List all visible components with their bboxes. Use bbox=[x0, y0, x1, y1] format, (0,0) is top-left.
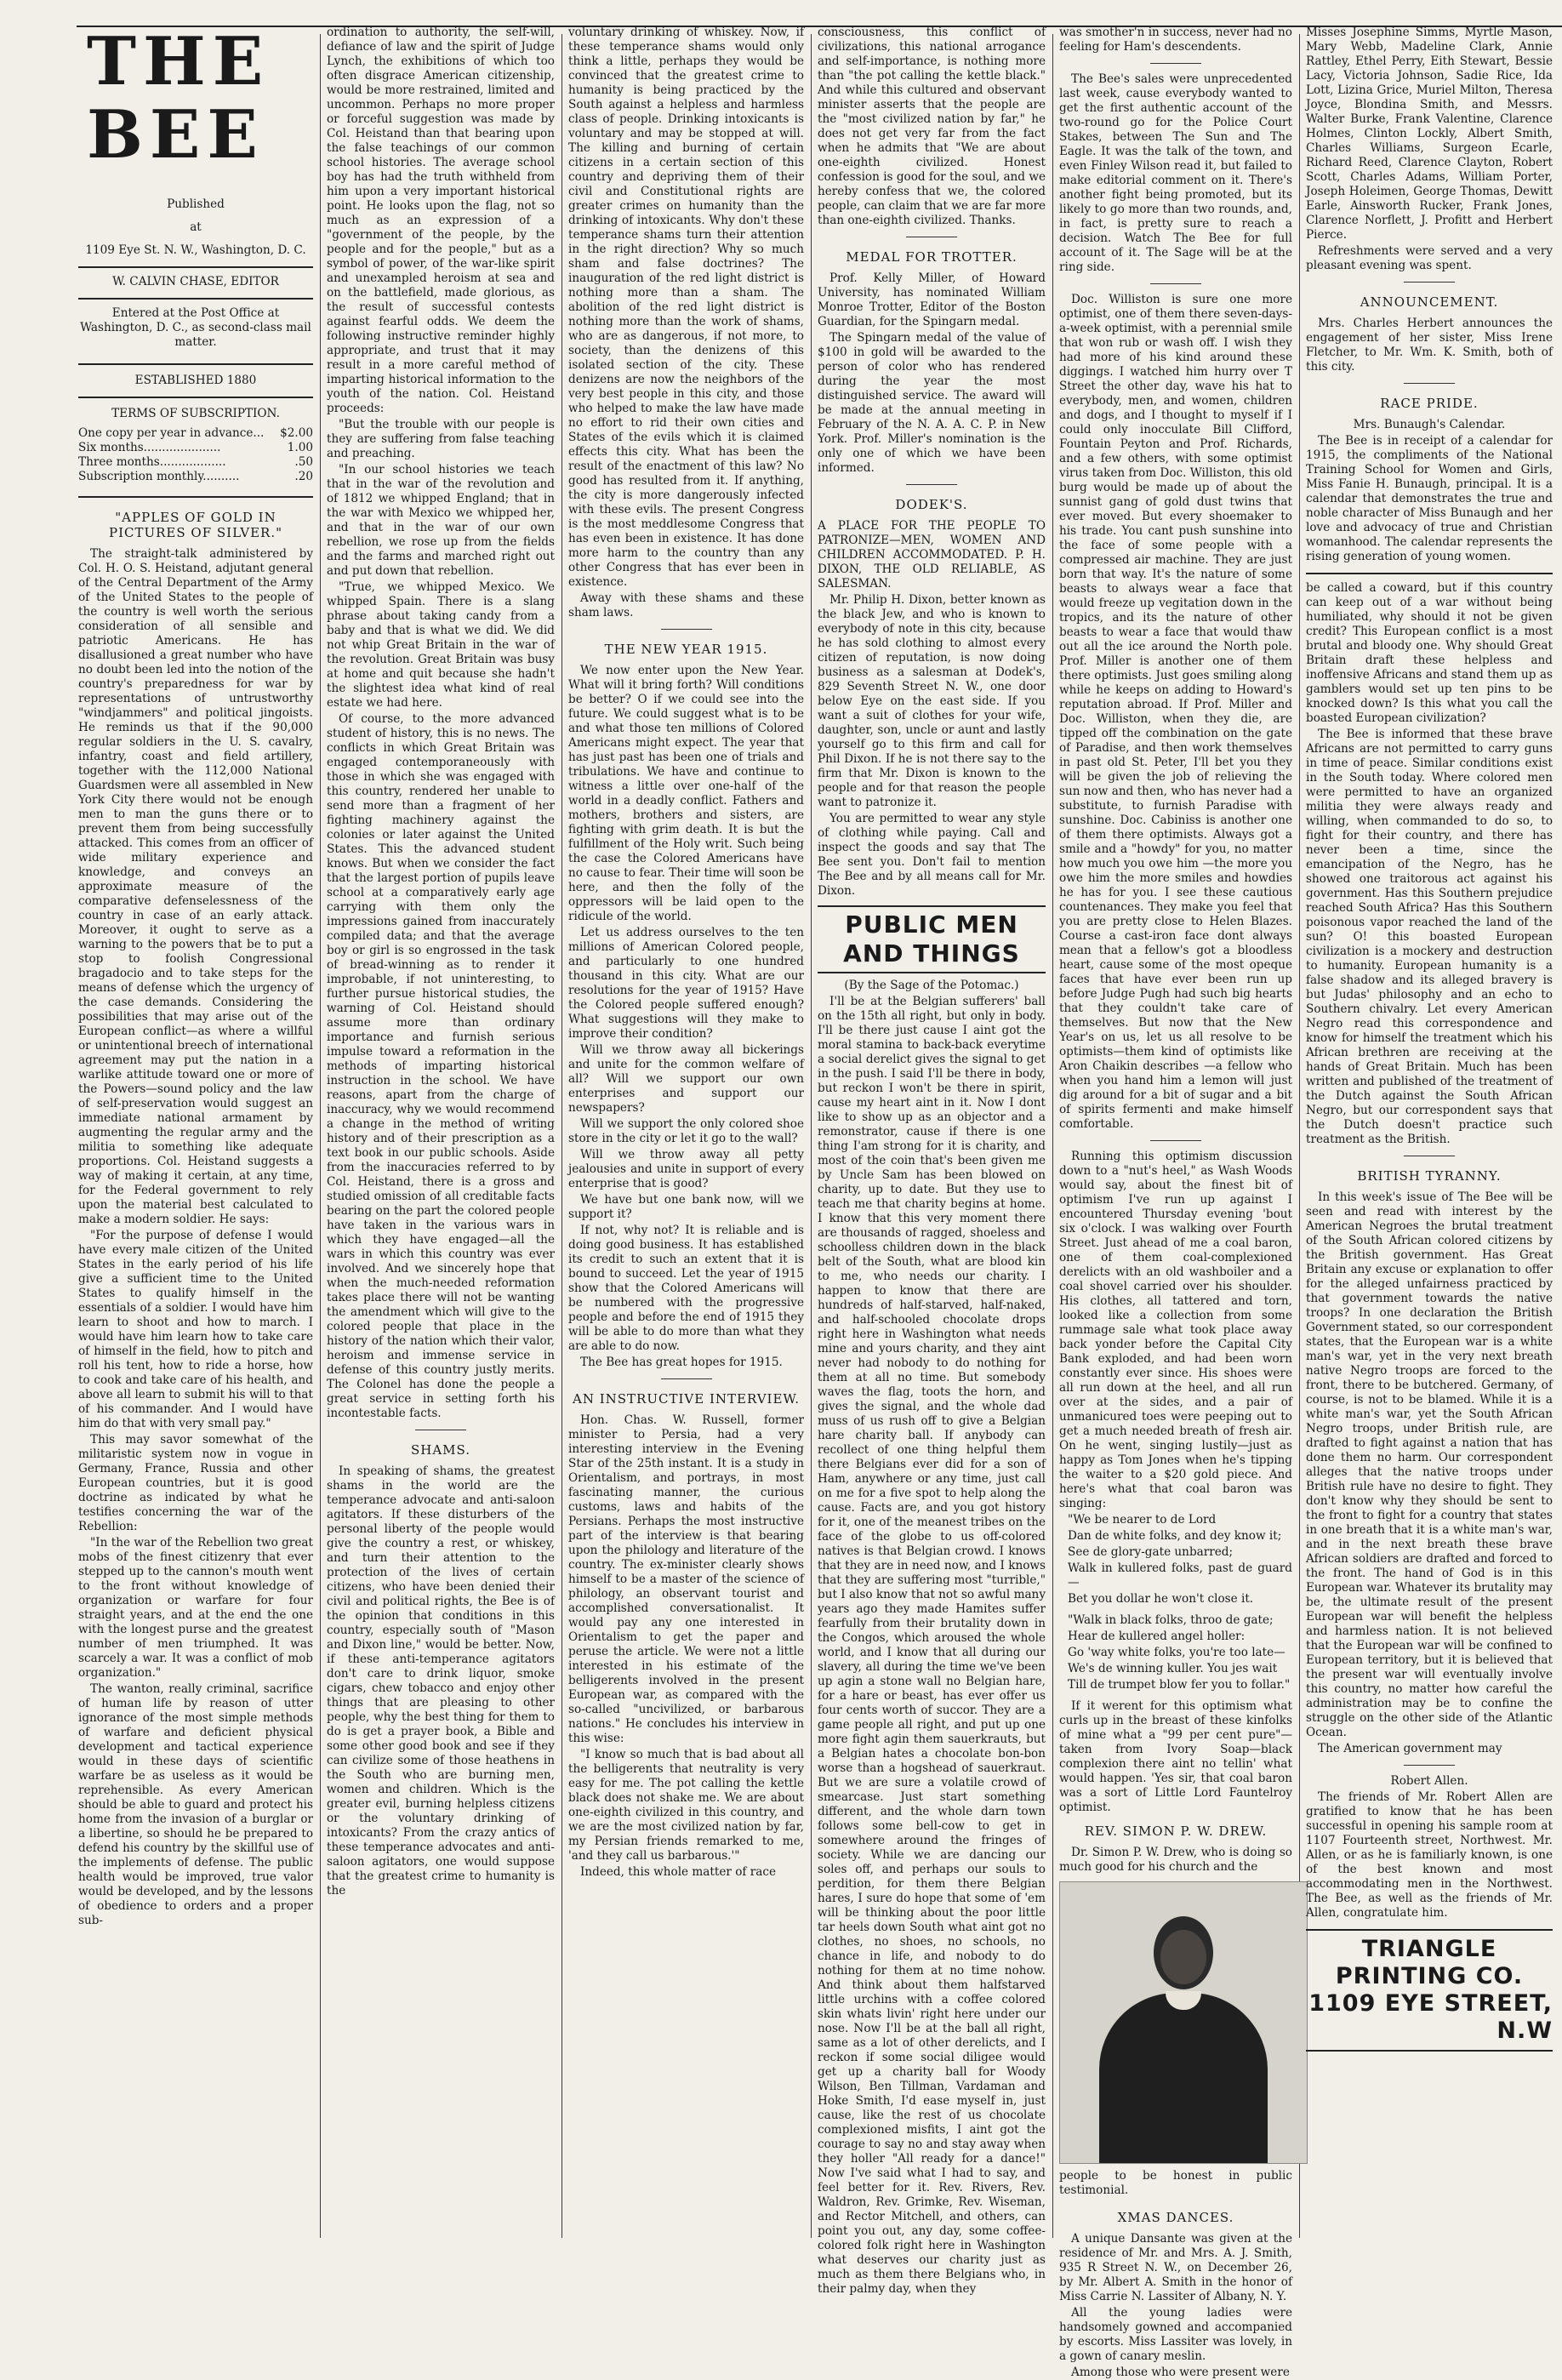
article-heading: SHAMS. bbox=[410, 1442, 471, 1458]
article-paragraph: be called a coward, but if this country can keep out of a war without being humiliated, why should it not be given credit? This European conflict is a most brutal and bloody one. Why should Great Britain draft these helpless and inoffensive Africans and stand them up as gamblers would set up ten pins to be knocked down? Is this what you call the boasted European civilization? bbox=[1306, 581, 1553, 725]
article-paragraph: We have but one bank now, will we support it? bbox=[568, 1193, 804, 1221]
at-label: at bbox=[190, 220, 202, 234]
terms-row bbox=[78, 426, 313, 441]
divider bbox=[1404, 282, 1455, 283]
entered-notice: Entered at the Post Office at Washington, D. C., as second-class mail matter. bbox=[80, 306, 311, 349]
established: ESTABLISHED 1880 bbox=[134, 374, 257, 387]
verse-line: Bet you dollar he won't close it. bbox=[1068, 1592, 1254, 1606]
article-heading: MEDAL FOR TROTTER. bbox=[846, 249, 1018, 265]
address: 1109 Eye St. N. W., Washington, D. C. bbox=[85, 243, 306, 257]
terms-row bbox=[78, 441, 313, 455]
public-men-heading: PUBLIC MEN AND THINGS bbox=[818, 905, 1046, 973]
column-rule bbox=[811, 34, 812, 2238]
masthead-title: THE BEE bbox=[87, 23, 271, 174]
article-heading: AN INSTRUCTIVE INTERVIEW. bbox=[573, 1391, 800, 1407]
article-paragraph: Among those who were present were bbox=[1071, 2366, 1290, 2379]
article-paragraph: Away with these shams and these sham laws. bbox=[568, 591, 804, 619]
printing-ad bbox=[1306, 1929, 1553, 2052]
article-paragraph: Dr. Simon P. W. Drew, who is doing so much good for his church and the bbox=[1059, 1846, 1292, 1874]
article-paragraph: Refreshments were served and a very pleasant evening was spent. bbox=[1306, 244, 1553, 272]
divider bbox=[661, 629, 712, 630]
article-paragraph: ordination to authority, the self-will, defiance of law and the spirit of Judge Lynch, the exhibitions of which too often disgrace American citizenship, would be more restrained, limited and uncommon. Perhaps no more proper or forceful suggestion was made by Col. Heistand than that bearing upon the false teachings of our common school histories. The average school boy has had the truth withheld from him upon a very important historical point. He looks upon the flag, not so much as an expression of a "government of the people, by the people and for the people," but as a symbol of power, of the war-like spirit and unexampled heroism at sea and on the battlefield, made glorious, as the result of successful contests against fearful odds. We deem the following instructive reminder highly appropriate, and trust that it may result in a more careful method of imparting historical information to the youth of the nation. Col. Heistand proceeds: bbox=[327, 26, 555, 415]
editor-line: W. CALVIN CHASE, EDITOR bbox=[112, 275, 279, 288]
article-heading: DODEK'S. bbox=[895, 497, 968, 512]
verse-line: Go 'way white folks, you're too late— bbox=[1068, 1646, 1286, 1659]
byline: (By the Sage of the Potomac.) bbox=[844, 979, 1019, 992]
terms-label: Six months..................... bbox=[78, 441, 221, 454]
published-label: Published bbox=[167, 197, 225, 211]
terms-price: $2.00 bbox=[280, 426, 313, 440]
article-heading: Robert Allen. bbox=[1390, 1774, 1468, 1788]
article-paragraph: "True, we whipped Mexico. We whipped Spain. There is a slang phrase about taking candy from a baby and that is what we did. We did not whip Great Britain in the war of the revolution. Great Britain was busy at home and quit because she hadn't the slightest idea what kind of real estate we had here. bbox=[327, 580, 555, 710]
article-paragraph: "For the purpose of defense I would have every male citizen of the United States in the early period of his life give a sufficient time to the United States to qualify himself in the essentials of a soldier. I would have him learn to shoot and how to march. I would have him learn how to take care of himself in the field, how to pitch and roll his tent, how to ride a horse, how to cook and take care of his health, and above all learn to submit his will to that of his commander. And I would have him do that with very small pay." bbox=[78, 1229, 313, 1430]
divider bbox=[1404, 1765, 1455, 1766]
article-paragraph: The Bee is informed that these brave Africans are not permitted to carry guns in time of peace. Similar conditions exist in the South today. Where colored men were permitted to have an organized militia they were always ready and willing, when commanded to do so, to fight for their country, and there has never been a time, since the emancipation of the Negro, has he showed one traitorous act against his government. Has this Southern prejudice reached South Africa? Has this Southern poisonous vapor reached the land of the sun? O! this boasted European civilization is a mockery and destruction to humanity. European humanity is a false shadow and its alleged bravery is but Judas' philosophy and an echo to Southern chivalry. Let every American Negro read this correspondence and know for himself the treatment which his African brethren are receiving at the hands of Great Britain. Much has been written and published of the treatment of the Dutch against the South African Negro, but our correspondent says that the Dutch doesn't practice such treatment as the British. bbox=[1306, 728, 1553, 1146]
photo-caption: people to be honest in public testimonial. bbox=[1059, 2169, 1292, 2197]
verse-line: See de glory-gate unbarred; bbox=[1068, 1545, 1234, 1559]
article-heading: THE NEW YEAR 1915. bbox=[604, 642, 768, 657]
divider bbox=[1306, 573, 1553, 574]
article-paragraph: "But the trouble with our people is they are suffering from false teaching and preaching. bbox=[327, 418, 555, 460]
article-paragraph: Hon. Chas. W. Russell, former minister to Persia, had a very interesting interview in the Evening Star of the 25th instant. It is a study in Orientalism, and portrays, in most fascinating manner, the curious customs, laws and habits of the Persians. Perhaps the most instructive part of the interview is that bearing upon the philology and literature of the country. The ex-minister clearly shows himself to be a master of the science of philology, an observant tourist and accomplished conversationalist. It would pay any one interested in Orientalism to get the paper and peruse the article. We were not a little interested in his estimate of the belligerents involved in the present European war, as compared with the so-called "uncivilized, or barbarous nations." He concludes his interview in this wise: bbox=[568, 1413, 804, 1745]
terms-list bbox=[78, 426, 313, 484]
article-paragraph: Will we throw away all petty jealousies and unite in support of every enterprise that is good? bbox=[568, 1148, 804, 1190]
article-heading: BRITISH TYRANNY. bbox=[1357, 1168, 1502, 1184]
terms-price: 1.00 bbox=[287, 441, 313, 454]
divider bbox=[78, 266, 313, 268]
article-paragraph: Will we throw away all bickerings and unite for the common welfare of all? Will we support our own enterprises and support our newspapers? bbox=[568, 1043, 804, 1115]
article-paragraph: The straight-talk administered by Col. H. O. S. Heistand, adjutant general of the Central Department of the Army of the United States to the people of the country is well worth the serious consideration of all sensible and patriotic Americans. He has disallusioned a great number who have no doubt been led into the notion of the country's preparedness for war by representations of untrustworthy "windjammers" and political jingoists. He reminds us that if the 90,000 regular soldiers in the U. S. cavalry, infantry, coast and field artillery, together with the 112,000 National Guardsmen were all assembled in New York City there would not be enough men to man the guns there or to prevent them from being successfully attacked. This comes from an officer of wide military experience and knowledge, and conveys an approximate measure of the comparative defenselessness of the country in case of an early attack. Moreover, it ought to serve as a warning to the powers that be to put a stop to foolish Congressional bragadocio and to take steps for the means of defense which the urgency of the case demands. Considering the possibilities that may arise out of the European conflict—as where a willful or unintentional breech of international agreement may put the nation in a warlike attitude toward one or more of the Powers—sound policy and the law of self-preservation would suggest an immediate national armament by augmenting the regular army and the militia to something like adequate proportions. Col. Heistand suggests a way of making it certain, at any time, for the Federal government to rely upon the material best calculated to make a modern soldier. He says: bbox=[78, 547, 313, 1226]
article-paragraph: If it werent for this optimism what curls up in the breast of these kinfolks of mine what a "99 per cent pure"—taken from Ivory Soap—black complexion there aint no tellin' what would happen. 'Yes sir, that coal baron was a sort of Little Lord Fauntelroy optimist. bbox=[1059, 1699, 1292, 1814]
article-paragraph: We now enter upon the New Year. What will it bring forth? Will conditions be better? O if we could see into the future. We could suggest what is to be and what those ten millions of Colored Americans might expect. The year that has just past has been one of trials and tribulations. We have and continue to witness a little over one-half of the world in a deadly conflict. Fathers and mothers, brothers and sisters, are fighting with grim death. It is but the fulfillment of the Holy writ. Such being the case the Colored Americans have no cause to fear. Their time will soon be here, and then the folly of the oppressors will be laid open to the ridicule of the world. bbox=[568, 664, 804, 923]
column-rule bbox=[1052, 34, 1053, 2238]
article-subheading: A PLACE FOR THE PEOPLE TO PATRONIZE—MEN, WOMEN AND CHILDREN ACCOMMODATED. P. H. DIXON, THE OLD RELIABLE, AS SALESMAN. bbox=[818, 519, 1046, 591]
terms-price: .50 bbox=[294, 455, 313, 469]
portrait-face bbox=[1160, 1930, 1206, 1984]
article-paragraph: Running this optimism discussion down to a "nut's heel," as Wash Woods would say, about the finest bit of optimism I've run up against I encountered Thursday evening 'bout six o'clock. I was walking over Fourth Street. Just ahead of me a coal baron, one of them coal-complexioned derelicts with an old washboiler and a coal shovel carried over his shoulder. His clothes, all tattered and torn, looked like a collection from some rummage sale what took place away back yonder before the Capital City Bank exploded, and had been worn constantly ever since. His shoes were all run down at the heel, and all run over at the sides, and a pair of unmanicured toes were peeping out to get a much needed breath of fresh air. On he went, singing lustily—just as happy as Tom Jones when he's tipping the waiter to a $20 gold piece. And here's what that coal baron was singing: bbox=[1059, 1150, 1292, 1510]
verse-line: Till de trumpet blow fer you to follar." bbox=[1068, 1678, 1291, 1692]
article-paragraph: voluntary drinking of whiskey. Now, if these temperance shams would only think a little, perhaps they would be convinced that the greatest crime to humanity is being practiced by the South against a helpless and harmless class of people. Drinking intoxicants is voluntary and may be stopped at will. The killing and burning of certain citizens in a certain section of this country and depriving them of their civil and Constitutional rights are greater crimes on humanity than the drinking of intoxicants. Why don't these temperance shams turn their attention in the right direction? Why so much sham and false doctrines? The inauguration of the red light district is nothing more than a sham. The abolition of the red light district is nothing more than the work of shams, who are as dangerous, if not more, to society, than the denizens of this isolated section of the city. These denizens are now the neighbors of the very best people in this city, and those who helped to make the law have made no effort to rid their own cities and States of the evils which it is claimed effects this city. What has been the result of the enactment of this law? No good has resulted from it. If anything, the city is more dangerously infected with these evils. The present Congress is the most meddlesome Congress that has even been in existence. It has done more harm to the country than any other Congress that has ever been in existence. bbox=[568, 26, 804, 589]
article-paragraph: In this week's issue of The Bee will be seen and read with interest by the American Negroes the brutal treatment of the South African colored citizens by the British government. Has Great Britain any excuse or explanation to offer for the alleged unfairness practiced by that government towards the native troops? In one declaration the British Government stated, so our correspondent states, that the European war is a white man's war, yet in the very next breath native Negro troops are forced to the front, there to be butchered. Germany, of course, is not to be blamed. While it is a white man's war, yet the South African Negro troops, under British rule, are drafted to fight against a nation that has done them no harm. Our correspondent alleges that the native troops under British rule have no desire to fight. They don't know why they should be sent to the front to fight for a country that states in one breath that it is a white man's war, and in the next breath these brave African soldiers are drafted and forced to the front. The hand of God is in this European war. Whatever its brutality may be, the ultimate result of the present European war will benefit the helpless and harmless nation. It is not believed that the European war will be confined to European territory, but it is believed that the present war will eventually involve this country, no matter how careful the administration may be to confine the struggle on the other side of the Atlantic Ocean. bbox=[1306, 1190, 1553, 1739]
terms-row bbox=[78, 455, 313, 470]
article-heading: ANNOUNCEMENT. bbox=[1360, 294, 1499, 310]
column-rule bbox=[320, 34, 321, 2238]
article-paragraph: If not, why not? It is reliable and is doing good business. It has established its credit to such an extent that it is bound to succeed. Let the year of 1915 show that the Colored Americans will be numbered with the progressive people and before the end of 1915 they will be able to do more than what they are able to do now. bbox=[568, 1224, 804, 1353]
article-paragraph: "In our school histories we teach that in the war of the revolution and of 1812 we whipped England; that in the war with Mexico we whipped her, and that in the war of our own rebellion, we rose up from the fields and the farms and marched right out and put down that rebellion. bbox=[327, 463, 555, 578]
article-paragraph: Doc. Williston is sure one more optimist, one of them there seven-days-a-week optimist, with a perennial smile that won rub or wash off. I wish they had more of his kind around these diggings. I watched him hurry over T Street the other day, wave his hat to everybody, men, and women, children and dogs, and I thought to myself if I could only inocculate Bill Clifford, Fountain Peyton and Prof. Richards, and a few others, with some optimist virus taken from Doc. Williston, this old burg would be made up of about the sunnist gang of gold dust twins that ever moved. But every shoemaker to his trade. You cant push sunshine into the face of some people with a compressed air machine. They are just born that way. It's the nature of some beasts to always wear a face that would freeze up vegitation down in the tropics, and its the nature of other beasts to wear a face that would thaw out all the ice around the North pole. Prof. Miller is another one of them there optimists. Just goes smiling along while he keeps on adding to Howard's reputation abroad. If Prof. Miller and Doc. Williston, when they die, are tipped off the combination on the gate of Paradise, and then work themselves in past old St. Peter, I'll bet you they will be given the job of relieving the sun now and then, who has never had a substitute, to furnish Paradise with sunshine. Doc. Cabiniss is another one of them there optimists. Always got a smile and a "howdy" for you, no matter how much you owe him —the more you owe him the more smiles and howdies he has for you. I see these cautious countenances. They make you feel that you are pretty close to Helen Blazes. Course a cast-iron face dont always mean that a fellow's got a bloodless heart, cause some of the most opeque faces that have ever been run up before Judge Pugh had such big hearts that they couldn't take care of themselves. But now that the New Year's on us, let us all resolve to be optimists—them kind of optimists like Aron Chaikin describes —a fellow who when you hand him a lemon will just dig around for a bit of sugar and a bit of spirits fermenti and make himself comfortable. bbox=[1059, 293, 1293, 1131]
ad-address: 1109 EYE STREET, N.W bbox=[1308, 1990, 1553, 2044]
terms-label: Three months.................. bbox=[78, 455, 226, 469]
verse-line: Hear de kullered angel holler: bbox=[1068, 1629, 1246, 1643]
divider bbox=[1150, 283, 1201, 284]
article-paragraph: All the young ladies were handsomely gowned and accompanied by escorts. Miss Lassiter was lovely, in a gown of canary meslin. bbox=[1059, 2306, 1292, 2363]
article-paragraph: The wanton, really criminal, sacrifice of human life by reason of utter ignorance of the most simple methods of warfare and deficient physical development and tactical experience would in these days of scientific warfare be as useless as it would be reprehensible. As every American should be able to guard and protect his home from the invasion of a burglar or a libertine, so should he be prepared to defend his country by the skillful use of the implements of defense. The public health would be improved, true valor would be developed, and by the lessons of obedience to orders and a proper sub- bbox=[78, 1682, 313, 1927]
article-heading: XMAS DANCES. bbox=[1117, 2210, 1234, 2225]
article-subheading: Mrs. Bunaugh's Calendar. bbox=[1353, 418, 1506, 431]
divider bbox=[906, 484, 957, 485]
terms-label: One copy per year in advance... bbox=[78, 426, 265, 440]
divider bbox=[78, 363, 313, 365]
divider bbox=[1150, 1140, 1201, 1141]
article-paragraph: Prof. Kelly Miller, of Howard University, has nominated William Monroe Trotter, Editor of the Boston Guardian, for the Spingarn medal. bbox=[818, 271, 1046, 328]
article-paragraph: Will we support the only colored shoe store in the city or let it go to the wall? bbox=[568, 1117, 804, 1145]
column-2 bbox=[327, 26, 555, 2238]
article-paragraph: The Spingarn medal of the value of $100 in gold will be awarded to the person of color who has rendered during the year the most distinguished service. The award will be made at the annual meeting in February of the N. A. A. C. P. in New York. Prof. Miller's nomination is the only one of which we have been informed. bbox=[818, 331, 1046, 475]
portrait-body bbox=[1099, 1993, 1268, 2163]
article-paragraph: The Bee's sales were unprecedented last week, cause everybody wanted to get the first authentic account of the two-round go for the Police Court Stakes, between The Sun and The Eagle. It was the talk of the town, and even Finley Wilson read it, but failed to make editorial comment on it. There's another fight being promoted, but its likely to go more than two rounds, and, in fact, is pretty sure to reach a decision. Watch The Bee for full account of it. The Sage will be at the ring side. bbox=[1059, 72, 1292, 274]
article-paragraph: This may savor somewhat of the militaristic system now in vogue in Germany, France, Russia and other European countries, but it is good doctrine as indicated by what he testifies concerning the war of the Rebellion: bbox=[78, 1433, 313, 1533]
article-heading: "APPLES OF GOLD IN PICTURES OF SILVER." bbox=[108, 510, 283, 540]
article-paragraph: was smother'n in success, never had no feeling for Ham's descendents. bbox=[1059, 26, 1292, 54]
terms-row bbox=[78, 470, 313, 484]
divider bbox=[78, 298, 313, 300]
article-paragraph: A unique Dansante was given at the residence of Mr. and Mrs. A. J. Smith, 935 R Street N. W., on December 26, by Mr. Albert A. Smith in the honor of Miss Carrie N. Lassiter of Albany, N. Y. bbox=[1059, 2232, 1292, 2303]
article-paragraph: Let us address ourselves to the ten millions of American Colored people, and particularly to one hundred thousand in this city. What are our resolutions for the year of 1915? Have the Colored people suffered enough? What suggestions will they make to improve their condition? bbox=[568, 926, 804, 1041]
column-5 bbox=[1059, 26, 1293, 2379]
terms-label: Subscription monthly.......... bbox=[78, 470, 240, 483]
verse-line: "Walk in black folks, throo de gate; bbox=[1068, 1613, 1274, 1627]
article-paragraph: "In the war of the Rebellion two great mobs of the finest citizenry that ever stepped up to the cannon's mouth went to the front without knowledge of organization or warfare for four straight years, and at the end the one with the longest purse and the greatest number of men triumphed. It was scarcely a war. It was a conflict of mob organization." bbox=[78, 1536, 313, 1680]
article-heading: REV. SIMON P. W. DREW. bbox=[1084, 1824, 1268, 1839]
article-paragraph: "I know so much that is bad about all the belligerents that neutrality is very easy for me. The pot calling the kettle black does not shake me. We are about one-eighth civilized in this country, and we are the most civilized nation by far, my Persian friends remarked to me, 'and they call us barbarous.'" bbox=[568, 1748, 804, 1863]
verse-line: Walk in kullered folks, past de guard— bbox=[1068, 1561, 1292, 1590]
article-paragraph: I'll be at the Belgian sufferers' ball on the 15th all right, but only in body. I'll be there just cause I aint got the moral stamina to back-back everytime a social derelict gives the signal to get in the push. I said I'll be there in body, but reckon I won't be there in spirit, cause my heart aint in it. Now I dont like to show up as an objector and a remonstrator, cause if there is one thing I'am strong for it is charity, and most of the coin that's been given me by Uncle Sam has been blowed on charity, up to date. But they use to teach me that charity begins at home. I know that this very moment there are thousands of ragged, shoeless and schoolless children down in the black belt of the South, what are blood kin to me, who needs our charity. I happen to know that there are hundreds of half-starved, half-naked, and half-schooled chocolate drops right here in Washington what needs mine and yours charity, and they aint never had nobody to do nothing for them at all no time. But somebody waves the flag, toots the horn, and gives the signal, and the whole dad muss of us rush off to give a Belgian hare charity ball. If anybody can recollect of one thing helpful them there Belgians ever did for a son of Ham, anywhere or any time, just call on me for a five spot to help along the cause. Facts are, and you got history for it, one of the meanest tribes on the face of the globe to us off-colored natives is that Belgian crowd. I knows that they are in need now, and I knows that they are suffering most "turrible," but I also know that not so awful many years ago they made Hamites suffer fearfully from their brutality down in the Congos, which aroused the whole world, and I know that all during our slavery, all during the time we've been up agin a stone wall no Belgian hare, for a hare or beast, has ever offer us four cents worth of succor. They are a game people all right, and put up one more fight agin them sauerkrauts, but a Belgian hates a chocolate bon-bon worse than a hogshead of sauerkraut. But we are sure a volatile crowd of smearcase. Just start something different, and the whole darn town follows some bell-cow to get in somewhere around the fringes of society. While we are dancing our soles off, and perhaps our souls to perdition, for them there Belgian hares, I sure do hope that some of 'em will be thinking about the poor little tar heels down South what aint got no clothes, no shoes, no schools, no chance in life, and nobody to do nothing for them at no time nohow. And think about them halfstarved little urchins with a coffee colored skin whats livin' right here under our nose. Now I'll be at the ball all right, same as a lot of other derelicts, and I reckon if some social diligee would get up a charity ball for Woody Wilson, Ben Tillman, Vardaman and Hoke Smith, I'd ease myself in, just cause, like the rest of us chocolate complexioned misfits, I aint got the courage to say no and stay away when they holler "All ready for a dance!" Now I've said what I had to say, and feel better for it. Rev. Rivers, Rev. Waldron, Rev. Grimke, Rev. Wiseman, and Rector Mitchell, and others, can point you out, any day, some coffee-colored folk right here in Washington what deserves our charity just as much as them there Belgians who, in their palmy day, when they bbox=[818, 995, 1046, 2296]
column-3 bbox=[568, 26, 804, 2238]
portrait-photo bbox=[1059, 1881, 1308, 2164]
article-paragraph: The Bee is in receipt of a calendar for 1915, the compliments of the National Training School for Women and Girls, Miss Fanie H. Bunaugh, principal. It is a calendar that demonstrates the true and noble character of Miss Bunaugh and her love and advocacy of true and Christian womanhood. The calendar represents the rising generation of young women. bbox=[1306, 434, 1553, 563]
column-1 bbox=[78, 23, 313, 2238]
column-4 bbox=[818, 26, 1046, 2296]
article-paragraph: consciousness, this conflict of civilizations, this national arrogance and self-importance, is nothing more than "the pot calling the kettle black." And while this cultured and observant minister asserts that the people are the "most civilized nation by far," he does not get very far from the fact when he admits that "We are about one-eighth civilized. Honest confession is good for the soul, and we hereby confess that we, the colored people, can claim that we are far more than one-eighth civilized. Thanks. bbox=[818, 26, 1046, 227]
column-6 bbox=[1306, 26, 1553, 2238]
divider bbox=[78, 397, 313, 398]
article-paragraph: Indeed, this whole matter of race bbox=[580, 1865, 776, 1879]
terms-price: .20 bbox=[294, 470, 313, 483]
article-paragraph: Mrs. Charles Herbert announces the engagement of her sister, Miss Irene Fletcher, to Mr. Wm. K. Smith, both of this city. bbox=[1306, 317, 1553, 374]
divider bbox=[78, 496, 313, 498]
divider bbox=[1150, 63, 1201, 64]
article-paragraph: Misses Josephine Simms, Myrtle Mason, Mary Webb, Madeline Clark, Annie Rattley, Ethel Perry, Eith Stewart, Bessie Lacy, Victoria Johnson, Sadie Rice, Ida Lott, Lizina Grice, Muriel Milton, Theresa Joyce, Blondina Smith, and Messrs. Walter Burke, Frank Valentine, Clarence Holmes, Clinton Lockly, Albert Smith, Charles Williams, Surgeon Ecarle, Richard Reed, Clarence Clayton, Robert Scott, Charles Adams, William Porter, Joseph Holeimen, George Thomas, Dewitt Earle, Ainsworth Rucker, Frank Jones, Clarence Norflett, J. Profitt and Herbert Pierce. bbox=[1306, 26, 1553, 242]
article-paragraph: You are permitted to wear any style of clothing while paying. Call and inspect the goods and say that The Bee sent you. Don't fail to mention The Bee and by all means call for Mr. Dixon. bbox=[818, 812, 1046, 898]
article-paragraph: Of course, to the more advanced student of history, this is no news. The conflicts in which Great Britain was engaged contemporaneously with those in which she was engaged with this country, rendered her unable to send more than a fragment of her fighting machinery against the colonies or later against the United States. This the advanced student knows. But when we consider the fact that the largest portion of pupils leave school at a comparatively early age carrying with them only the impressions gained from inaccurately compiled data; and that the average boy or girl is so engrossed in the task of bread-winning as to render it improbable, if not uninteresting, to further pursue historical studies, the warning of Col. Heistand should assume more than ordinary importance and furnish serious impulse toward a reformation in the methods of imparting historical instruction in the school. We have reasons, apart from the charge of inaccuracy, why we would recommend a change in the method of writing history and of their prescription as a text book in our public schools. Aside from the inaccuracies referred to by Col. Heistand, there is a gross and studied omission of all creditable facts bearing on the part the colored people have taken in the various wars in which they have engaged—all the wars in which this country was ever involved. And we sincerely hope that when the much-needed reformation takes place there will not be wanting the amendment which will give to the colored people that place in the history of the nation which their valor, heroism and immense service in defense of this country justly merits. The Colonel has done the people a great service in setting forth his incontestable facts. bbox=[327, 712, 555, 1420]
article-paragraph: The American government may bbox=[1318, 1742, 1502, 1755]
article-paragraph: Mr. Philip H. Dixon, better known as the black Jew, and who is known to everybody of note in this city, because he has sold clothing to almost every citizen of reputation, is now doing business as a salesman at Dodek's, 829 Seventh Street N. W., one door below Eye on the east side. If you want a suit of clothes for your wife, daughter, son, uncle or aunt and lastly yourself go to this firm and call for Phil Dixon. If he is not there say to the firm that Mr. Dixon is known to the people and for that reason the people want to patronize it. bbox=[818, 593, 1046, 809]
verse-line: We's de winning kuller. You jes wait bbox=[1068, 1662, 1278, 1675]
ad-company-name: TRIANGLE PRINTING CO. bbox=[1335, 1936, 1524, 1989]
divider bbox=[661, 1378, 712, 1379]
verse-line: Dan de white folks, and dey know it; bbox=[1068, 1529, 1282, 1543]
article-heading: RACE PRIDE. bbox=[1380, 396, 1479, 411]
article-paragraph: In speaking of shams, the greatest shams in the world are the temperance advocate and anti-saloon agitators. If these disturbers of the personal liberty of the people would give the country a rest, or whiskey, and turn their attention to the protection of the lives of certain citizens, who have been denied their civil and political rights, the Bee is of the opinion that conditions in this country, especially south of "Mason and Dixon line," would be better. Now, if these anti-temperance agitators don't care to drink liquor, smoke cigars, chew tobacco and enjoy other things that are pleasing to other people, why the best thing for them to do is get a prayer book, a Bible and some other good book and see if they can civilize some of those heathens in the South who are burning men, women and children. Which is the greater evil, burning helpless citizens or the voluntary drinking of intoxicants? From the crazy antics of these temperance advocates and anti-saloon agitators, one would suppose that the greatest crime to humanity is the bbox=[327, 1464, 555, 1898]
divider bbox=[1404, 383, 1455, 384]
article-paragraph: The Bee has great hopes for 1915. bbox=[580, 1356, 783, 1369]
article-paragraph: The friends of Mr. Robert Allen are gratified to know that he has been successful in opening his sample room at 1107 Fourteenth street, Northwest. Mr. Allen, or as he is familiarly known, is one of the best known and most accommodating men in the Northwest. The Bee, as well as the friends of Mr. Allen, congratulate him. bbox=[1306, 1790, 1553, 1920]
verse-line: "We be nearer to de Lord bbox=[1068, 1513, 1217, 1527]
terms-title: TERMS OF SUBSCRIPTION. bbox=[111, 407, 280, 420]
